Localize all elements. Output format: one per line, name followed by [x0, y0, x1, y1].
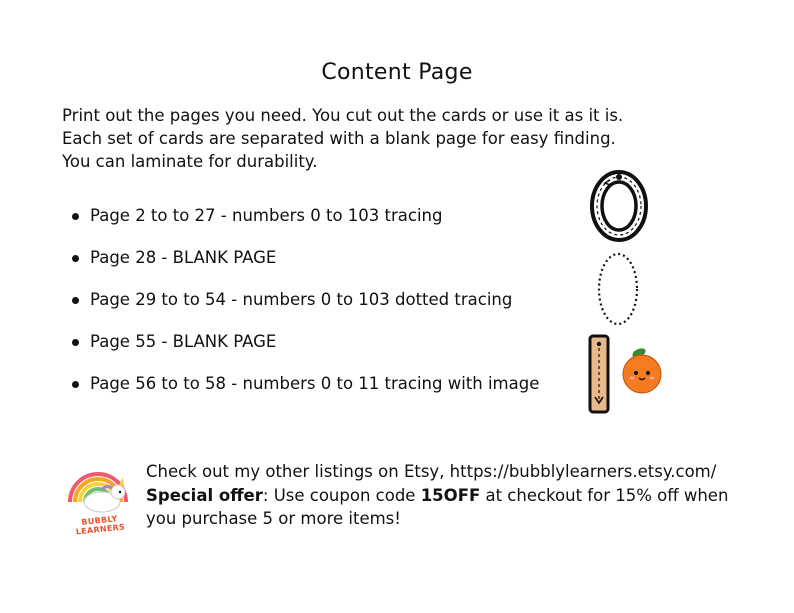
bullet-icon: [72, 381, 79, 388]
list-item: [70, 282, 590, 324]
contents-list: [70, 198, 590, 408]
bullet-icon: [72, 213, 79, 220]
list-item: [70, 324, 590, 366]
intro-line: Each set of cards are separated with a blank page for easy finding.: [62, 129, 616, 148]
orange-icon: [618, 346, 668, 394]
list-item-text: Page 56 to to 58 - numbers 0 to 11 tracing with image: [90, 374, 540, 393]
list-item-text: Page 55 - BLANK PAGE: [90, 332, 277, 351]
list-item: [70, 240, 590, 282]
footer-text-segment: : Use coupon code: [262, 485, 421, 505]
special-offer-label: Special offer: [146, 485, 263, 505]
footer-line: [146, 484, 766, 508]
list-item-text: Page 29 to to 54 - numbers 0 to 103 dotted tracing: [90, 290, 513, 309]
dotted-zero-icon: [594, 250, 642, 328]
logo-text: BUBBLY LEARNERS: [75, 514, 126, 537]
footer-text: [146, 460, 766, 531]
page-title: Content Page: [321, 60, 473, 85]
tracing-one-icon: [586, 333, 612, 415]
list-item: [70, 366, 590, 408]
bullet-icon: [72, 255, 79, 262]
tracing-zero-icon: [588, 168, 650, 244]
list-item: [70, 198, 590, 240]
intro-line: You can laminate for durability.: [62, 152, 318, 171]
list-item-text: Page 2 to to 27 - numbers 0 to 103 tracing: [90, 206, 443, 225]
coupon-code: 15OFF: [420, 485, 481, 505]
intro-line: Print out the pages you need. You cut out the cards or use it as it is.: [62, 106, 624, 125]
footer-line: you purchase 5 or more items!: [146, 509, 401, 528]
footer-text-segment: at checkout for 15% off when: [480, 485, 729, 505]
bullet-icon: [72, 297, 79, 304]
footer-line: Check out my other listings on Etsy, https://bubblylearners.etsy.com/: [146, 462, 717, 481]
bullet-icon: [72, 339, 79, 346]
list-item-text: Page 28 - BLANK PAGE: [90, 248, 277, 267]
intro-paragraph: [62, 104, 702, 173]
